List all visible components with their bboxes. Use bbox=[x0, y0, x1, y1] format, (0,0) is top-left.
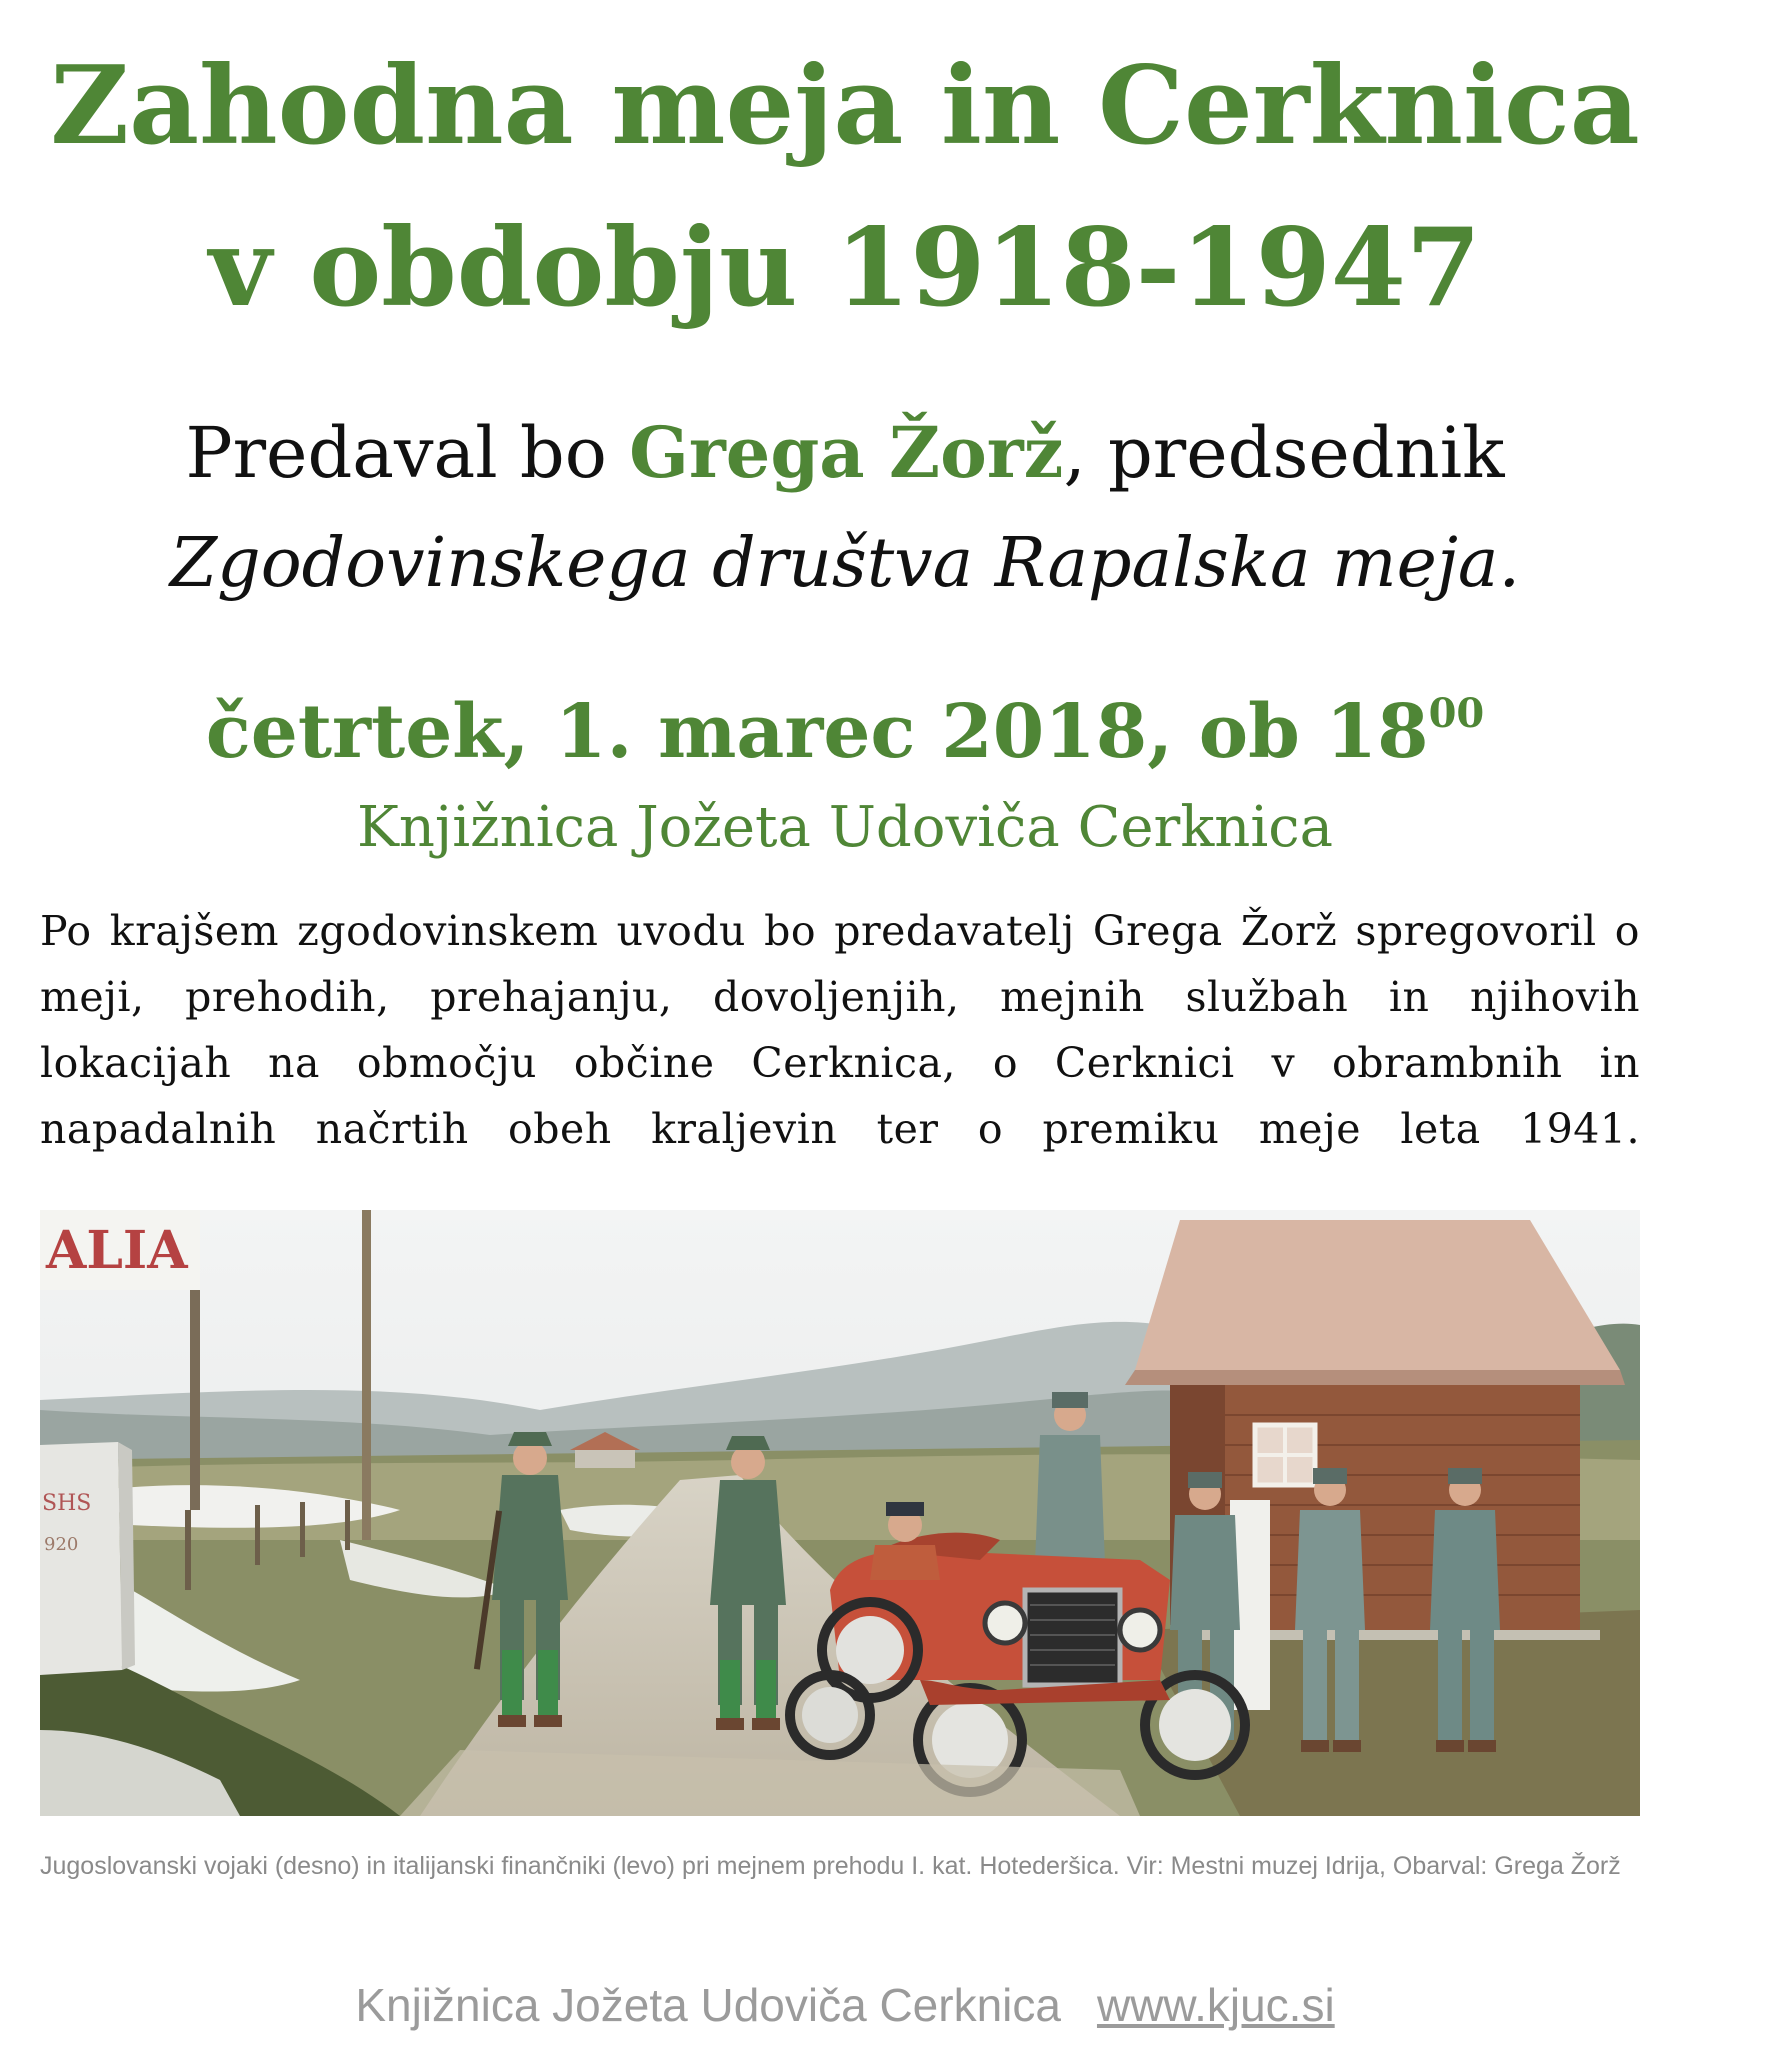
lecturer-name: Grega Žorž bbox=[629, 411, 1064, 494]
stone-text-shs: SHS bbox=[42, 1491, 92, 1516]
lecturer-suffix: , predsednik bbox=[1063, 412, 1505, 494]
event-date bbox=[0, 689, 1690, 775]
title-line-2: v obdobju 1918-1947 bbox=[208, 205, 1482, 331]
footer-url-link[interactable]: www.kjuc.si bbox=[1096, 1979, 1335, 2031]
lecturer-line bbox=[0, 411, 1690, 494]
border-crossing-photo bbox=[40, 1210, 1640, 1816]
footer bbox=[0, 1978, 1690, 2032]
photo-caption: Jugoslovanski vojaki (desno) in italijanski finančniki (levo) pri mejnem prehodu I. kat. Hotederšica. Vir: Mestni muzej Idrija, Obarval: Grega Žorž bbox=[40, 1852, 1621, 1880]
event-time-superscript: 00 bbox=[1428, 690, 1485, 737]
sign-text: ALIA bbox=[46, 1220, 188, 1281]
title-line-1: Zahodna meja in Cerknica bbox=[50, 43, 1640, 169]
lecturer-society: Zgodovinskega društva Rapalska meja. bbox=[169, 524, 1521, 603]
footer-library: Knjižnica Jožeta Udoviča Cerknica bbox=[355, 1979, 1061, 2031]
event-description: Po krajšem zgodovinskem uvodu bo predavatelj Grega Žorž spregovoril o meji, prehodih, prehajanju, dovoljenjih, mejnih službah in njihovih lokacijah na območju občine Cerknica, o Cerknici v obrambnih in napadalnih načrtih obeh kraljevin ter o premiku meje leta 1941. bbox=[40, 907, 1640, 1153]
event-date-text: četrtek, 1. marec 2018, ob 18 bbox=[205, 689, 1429, 775]
stone-text-year: 920 bbox=[44, 1534, 79, 1555]
lecturer-prefix: Predaval bo bbox=[185, 412, 630, 494]
event-venue: Knjižnica Jožeta Udoviča Cerknica bbox=[357, 795, 1333, 860]
